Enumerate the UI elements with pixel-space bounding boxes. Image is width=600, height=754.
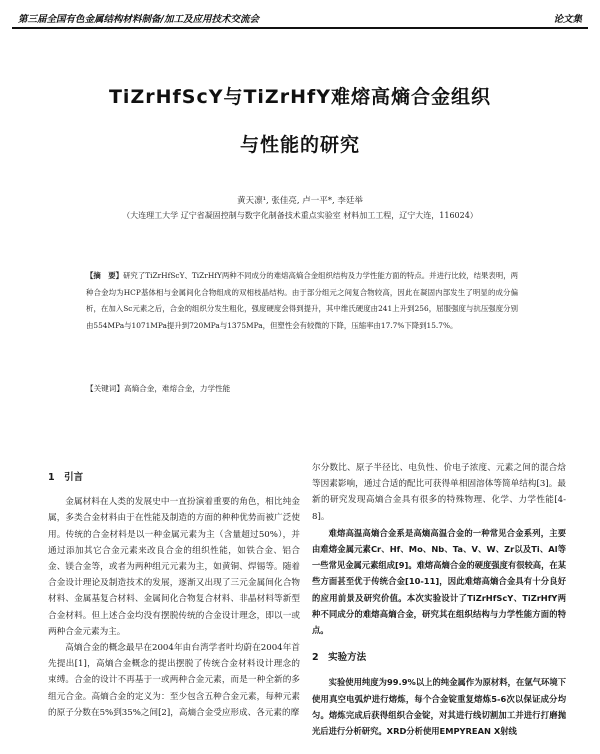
body-paragraph: 实验使用纯度为99.9%以上的纯金属作为原材料，在氩气环境下使用真空电弧炉进行熔炼，每个合金锭重复熔炼5-6次以保证成分均匀。熔炼完成后获得组织合金锭，对其进行线切割加工并进行打磨抛光后进行分析研究。XRD分析使用EMPYREAN X射线 bbox=[312, 677, 566, 737]
proceedings-label: 论文集 bbox=[553, 14, 582, 25]
paper-title-line-1: TiZrHfScY与TiZrHfY难熔高熵合金组织 bbox=[108, 86, 492, 108]
section-heading-introduction: 1 引言 bbox=[48, 472, 84, 483]
abstract-block bbox=[86, 268, 518, 334]
author-list: 黄天凛¹, 张佳亮, 卢一平*, 李廷举 bbox=[237, 196, 363, 206]
keywords-block bbox=[86, 383, 518, 394]
paper-title-line-2: 与性能的研究 bbox=[239, 134, 360, 156]
affiliation: （大连理工大学 辽宁省凝固控制与数字化制备技术重点实验室 材料加工工程，辽宁大连，116024） bbox=[122, 211, 478, 220]
keywords-label: 【关键词】 bbox=[86, 384, 124, 393]
section-spacer bbox=[312, 638, 566, 650]
abstract-label: 【摘 要】 bbox=[86, 271, 124, 280]
right-column bbox=[312, 460, 566, 739]
abstract-text: 研究了TiZrHfScY、TiZrHfY两种不同成分的难熔高熵合金组织结构及力学性能方面的特点。并进行比较，结果表明，两种合金均为HCP基体相与金属间化合物组成的双相枝晶结构。由于部分组元之间复合物较高，因此在凝固内部发生了明显的成分偏析，在加入Sc元素之后，合金的组织分发生粗化，强度硬度会得到提升，其中维氏硬度由241上升到256，屈服强度与抗压强度分别由554MPa与1071MPa提升到720MPa与1375MPa，但塑性会有较微的下降，压缩率由17.7%下降到15.7%。 bbox=[86, 271, 518, 330]
left-column bbox=[48, 470, 300, 721]
header-divider bbox=[12, 27, 588, 29]
running-header bbox=[12, 9, 588, 27]
body-paragraph: 金属材料在人类的发展史中一直扮演着重要的角色，相比纯金属，多类合金材料由于在性能及制造的方面的种种优势而被广泛使用。传统的合金材料是以一种金属元素为主（含量超过50%），并通过添加其它合金元素来改良合金的组织性能，如铁合金、铝合金、镁合金等，或者为两种组元元素为主，如黄铜、焊锡等。随着合金设计理论及制造技术的发展，逐渐又出现了三元金属间化合物材料、金属基复合材料、金属间化合物复合材料、非晶材料等新型合金材料。但上述合金均没有摆脱传统的合金设计理念，即以一或两种合金元素为主。 bbox=[48, 497, 300, 637]
body-paragraph: 高熵合金的概念最早在2004年由台湾学者叶均蔚在2004年首先提出[1]，高熵合金概念的提出摆脱了传统合金材料设计理念的束缚。合金的设计不再基于一或两种合金元素，而是一种全新的多组元合金。高熵合金的定义为：至少包含五种合金元素，每种元素的原子分数在5%到35%之间[2]，高熵合金受应形成、各元素的摩 bbox=[48, 643, 300, 718]
body-paragraph: 难熔高温高熵合金系是高熵高温合金的一种常见合金系列，主要由难熔金属元素Cr、Hf、Mo、Nb、Ta、V、W、Zr以及Ti、Al等一些常见金属元素组成[9]。难熔高熵合金的硬度强度有很较高，在某些方面甚至优于传统合金[10-11]，因此难熔高熵合金具有十分良好的应用前景及研究价值。本次实验设计了TiZrHfScY、TiZrHfY两种不同成分的难熔高熵合金，研究其在组织结构与力学性能方面的特点。 bbox=[312, 527, 566, 636]
section-heading-methods: 2 实验方法 bbox=[312, 652, 367, 664]
body-paragraph: 尔分数比、原子半径比、电负性、价电子浓度、元素之间的混合焓等因素影响，通过合适的配比可获得单相固溶体等简单结构[3]。最新的研究发现高熵合金具有很多的特殊物理、化学、力学性能[4-8]。 bbox=[312, 463, 566, 522]
conference-name: 第三届全国有色金属结构材料制备/加工及应用技术交流会 bbox=[18, 14, 259, 25]
keywords-text: 高熵合金，难熔合金，力学性能 bbox=[123, 384, 231, 393]
